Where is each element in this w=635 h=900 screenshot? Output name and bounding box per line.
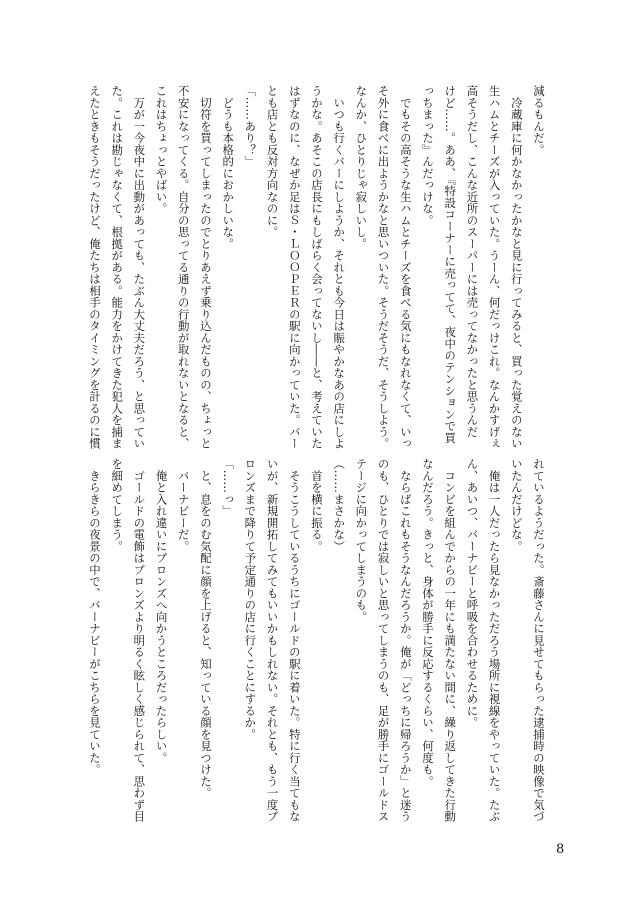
text-line: どうも本格的におかしいな。 [221, 85, 236, 250]
text-line: そうこうしているうちにゴールドの駅に着いた。特に行く当てもな [287, 458, 302, 823]
text-line: を細めてしまう。 [110, 458, 125, 552]
text-line: コンビを組んでからの一年にも満たない間に、繰り返してきた行動 [443, 458, 458, 823]
text-line: いつも行くバーにしようか、それとも今日は賑やかなあの店にしよ [332, 85, 347, 450]
text-line: 「……あり？」 [243, 85, 258, 168]
lower-text-block [87, 458, 550, 823]
text-line: けど……。ああ、『特設コーナーに売ってて、夜中のテンションで買 [443, 85, 458, 444]
text-line: 不安になってくる。自分の思ってる通りの行動が取れないとなると、 [176, 85, 191, 450]
upper-text-block [87, 85, 550, 450]
text-line: 切符を買ってしまったのでとりあえず乗り込んだものの、ちょっと [198, 85, 213, 450]
text-line: 減るもんだ。 [532, 85, 546, 156]
text-line: 冷蔵庫に何かなかったかなと見に行ってみると、買った覚えのない [509, 85, 524, 450]
text-line: ゴールドの電飾はブロンズより明るく眩しく感じられて、思わず目 [132, 458, 147, 823]
text-line: バーナビーだ。 [176, 458, 191, 552]
text-line: いが、新規開拓してみてもいいかもしれない。それとも、もう一度ブ [265, 458, 280, 823]
text-line: （……まさかな） [332, 458, 347, 552]
text-line: た。これは勘じゃなくて、根拠がある。能力をかけてきた犯人を捕ま [110, 85, 125, 450]
text-line: れているようだった。斎藤さんに見せてもらった逮捕時の映像で気づ [532, 458, 546, 823]
text-line: のも、ひとりでは寂しいと思ってしまうのも、足が勝手にゴールドス [376, 458, 391, 823]
text-line: 「……っ」 [221, 458, 236, 517]
text-line: っちまった』んだっけな。 [420, 85, 435, 226]
text-line: 俺は一人だったら見なかっただろう場所に視線をやっていた。たぶ [487, 458, 502, 823]
text-line: 首を横に振る。 [309, 458, 324, 552]
text-line: えたときもそうだったけど、俺たちは相手のタイミングを計るのに慣 [87, 85, 102, 450]
text-line: とも店とも反対方向なのに。 [265, 85, 280, 238]
text-line: テージに向かってしまうのも。 [354, 458, 369, 623]
text-line: はずなのに、なぜか足はＳ・ＬＯＯＰＥＲの駅に向かっていた。バー [287, 85, 302, 450]
text-line: と、息をのむ気配に顔を上げると、知っている顔を見つけた。 [198, 458, 213, 799]
text-line: 万が一今夜中に出動があっても、たぶん大丈夫だろう、と思ってい [132, 85, 147, 450]
text-line: 生ハムとチーズが入っていた。うーん、何だっけこれ。なんかすげぇ [487, 85, 502, 450]
text-line: これはちょっとやばい。 [154, 85, 169, 215]
page-number: 8 [556, 842, 565, 857]
text-line: なんか、ひとりじゃ寂しいし。 [354, 85, 369, 250]
text-line: ロンズまで降りて予定通りの店に行くことにするか。 [243, 458, 258, 740]
text-line: うかな。あそこの店長にもしばらく会ってないし――と、考えていた [309, 85, 324, 450]
text-line: そ外に食べに出ようかなと思いついた。そうだそうだ、そうしよう。 [376, 85, 391, 450]
text-line: なんだろう。きっと、身体が勝手に反応するくらい、何度も。 [420, 458, 435, 787]
text-line: ならばこれもそうなんだろうか。俺が「どっちに帰ろうか」と迷う [398, 458, 413, 823]
text-line: でもその高そうな生ハムとチーズを食べる気にもなれなくて、いっ [398, 85, 413, 450]
text-line: 高そうだし、こんな近所のスーパーには売ってなかったと思うんだ [465, 85, 480, 438]
text-line: いたんだけどな。 [509, 458, 524, 552]
text-line: ん、あいつ、バーナビーと呼吸を合わせるために。 [465, 458, 480, 729]
text-line: きらきらの夜景の中で、バーナビーがこちらを見ていた。 [87, 458, 102, 776]
text-line: 俺と入れ違いにブロンズへ向かうところだったらしい。 [154, 458, 169, 764]
